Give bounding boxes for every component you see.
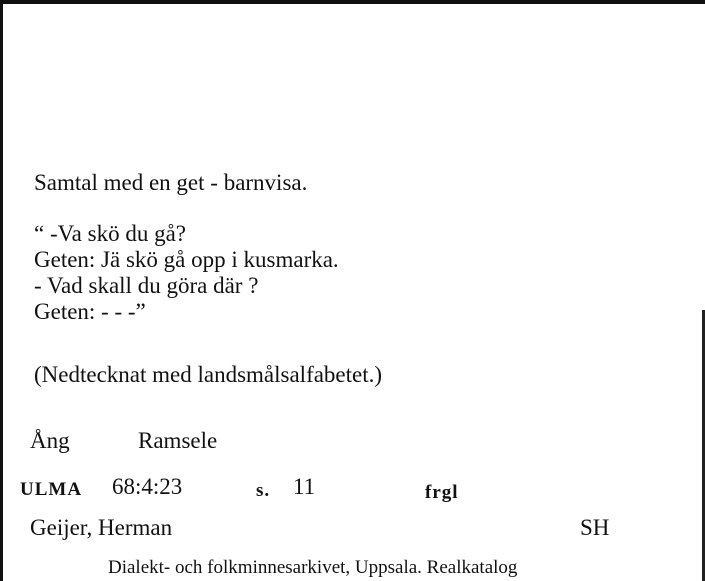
verse-line: “ -Va skö du gå? [34, 221, 187, 246]
card-border-top [0, 0, 705, 4]
archive-label: ULMA [20, 479, 83, 500]
category-code: frgl [425, 482, 459, 503]
page-label: s. [256, 480, 271, 501]
verse-line: Geten: Jä skö gå opp i kusmarka. [34, 247, 339, 272]
transcription-note: (Nedtecknat med landsmålsalfabetet.) [34, 362, 383, 387]
verse-line: Geten: - - -” [34, 299, 146, 324]
archive-footer: Dialekt- och folkminnesarkivet, Uppsala. Realkatalog [108, 557, 518, 578]
page-number: 11 [293, 474, 316, 499]
archive-number: 68:4:23 [112, 474, 183, 499]
parish-label: Ång [30, 428, 70, 453]
parish-value: Ramsele [138, 428, 218, 453]
recorder-name: Geijer, Herman [30, 515, 173, 540]
verse-line: - Vad skall du göra där ? [34, 273, 259, 298]
verse-block [34, 221, 339, 325]
cataloger-initials: SH [580, 515, 610, 540]
card-border-left [0, 0, 3, 581]
card-title: Samtal med en get - barnvisa. [34, 170, 308, 195]
